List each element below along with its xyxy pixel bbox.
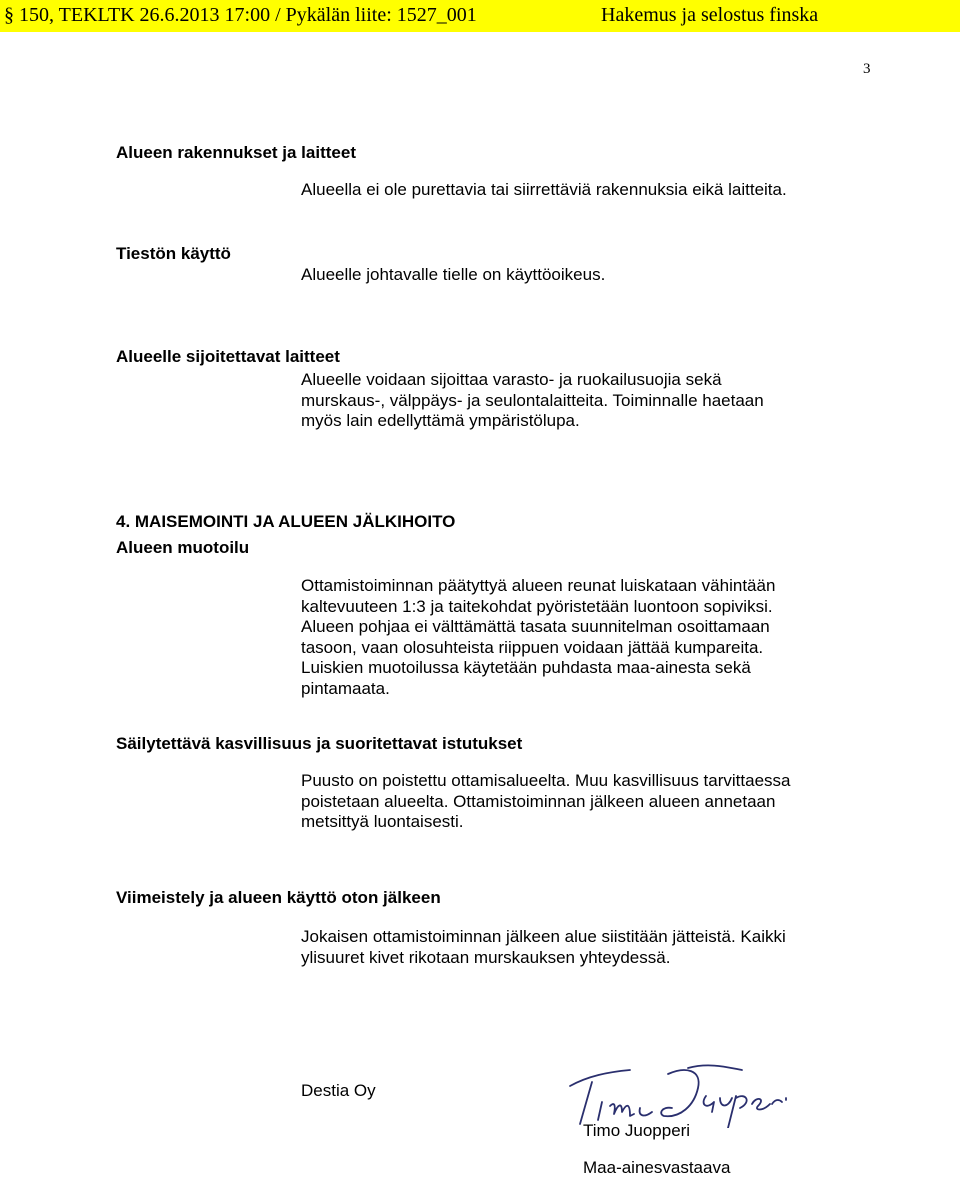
- heading-laitteet: Alueelle sijoitettavat laitteet: [116, 347, 340, 366]
- chapter-heading: 4. MAISEMOINTI JA ALUEEN JÄLKIHOITO: [116, 512, 456, 531]
- text-line: murskaus-, välppäys- ja seulontalaitteita. Toiminnalle haetaan: [301, 390, 764, 410]
- text-line: tasoon, vaan olosuhteista riippuen voidaan jättää kumpareita.: [301, 637, 764, 657]
- heading-muotoilu: Alueen muotoilu: [116, 538, 250, 557]
- paragraph-tiesto: [301, 265, 605, 286]
- paragraph-laitteet: [301, 370, 764, 432]
- text-line: pintamaata.: [301, 678, 390, 698]
- text-line: Luiskien muotoilussa käytetään puhdasta maa-ainesta sekä: [301, 658, 751, 677]
- handwritten-signature: [560, 1058, 800, 1128]
- page-number: 3: [863, 61, 871, 77]
- text-line: poistetaan alueelta. Ottamistoiminnan jälkeen alueen annetaan: [301, 791, 776, 811]
- signature-company: Destia Oy: [301, 1081, 376, 1100]
- paragraph-muotoilu: [301, 576, 775, 699]
- header-bar: [0, 0, 960, 32]
- text-line: metsittyä luontaisesti.: [301, 812, 464, 831]
- heading-rakennukset: Alueen rakennukset ja laitteet: [116, 143, 356, 162]
- text-line: Ottamistoiminnan päätyttyä alueen reunat luiskataan vähintään: [301, 576, 776, 595]
- text-line: myös lain edellyttämä ympäristölupa.: [301, 411, 580, 430]
- paragraph-rakennukset: [301, 180, 787, 201]
- heading-kasvillisuus: Säilytettävä kasvillisuus ja suoritettavat istutukset: [116, 734, 523, 753]
- heading-viimeistely: Viimeistely ja alueen käyttö oton jälkeen: [116, 888, 441, 907]
- text-line: Jokaisen ottamistoiminnan jälkeen alue siistitään jätteistä. Kaikki: [301, 927, 786, 946]
- header-doc-type: Hakemus ja selostus finska: [601, 4, 819, 26]
- text-line: Alueelle voidaan sijoittaa varasto- ja ruokailusuojia sekä: [301, 370, 722, 389]
- text-line: Alueella ei ole purettavia tai siirrettäviä rakennuksia eikä laitteita.: [301, 180, 787, 199]
- text-line: Alueelle johtavalle tielle on käyttöoikeus.: [301, 265, 606, 284]
- heading-tiesto: Tiestön käyttö: [116, 244, 231, 263]
- signature-title: Maa-ainesvastaava: [583, 1158, 731, 1177]
- text-line: Puusto on poistettu ottamisalueelta. Muu kasvillisuus tarvittaessa: [301, 771, 791, 790]
- paragraph-kasvillisuus: [301, 771, 790, 833]
- text-line: kaltevuuteen 1:3 ja taitekohdat pyöristetään luontoon sopiviksi.: [301, 596, 773, 616]
- text-line: ylisuuret kivet rikotaan murskauksen yhteydessä.: [301, 947, 671, 967]
- header-text: § 150, TEKLTK 26.6.2013 17:00 / Pykälän liite: 1527_001: [4, 4, 477, 26]
- text-line: Alueen pohjaa ei välttämättä tasata suunnitelman osoittamaan: [301, 617, 770, 636]
- signature-name: Timo Juopperi: [583, 1121, 691, 1140]
- paragraph-viimeistely: [301, 927, 786, 968]
